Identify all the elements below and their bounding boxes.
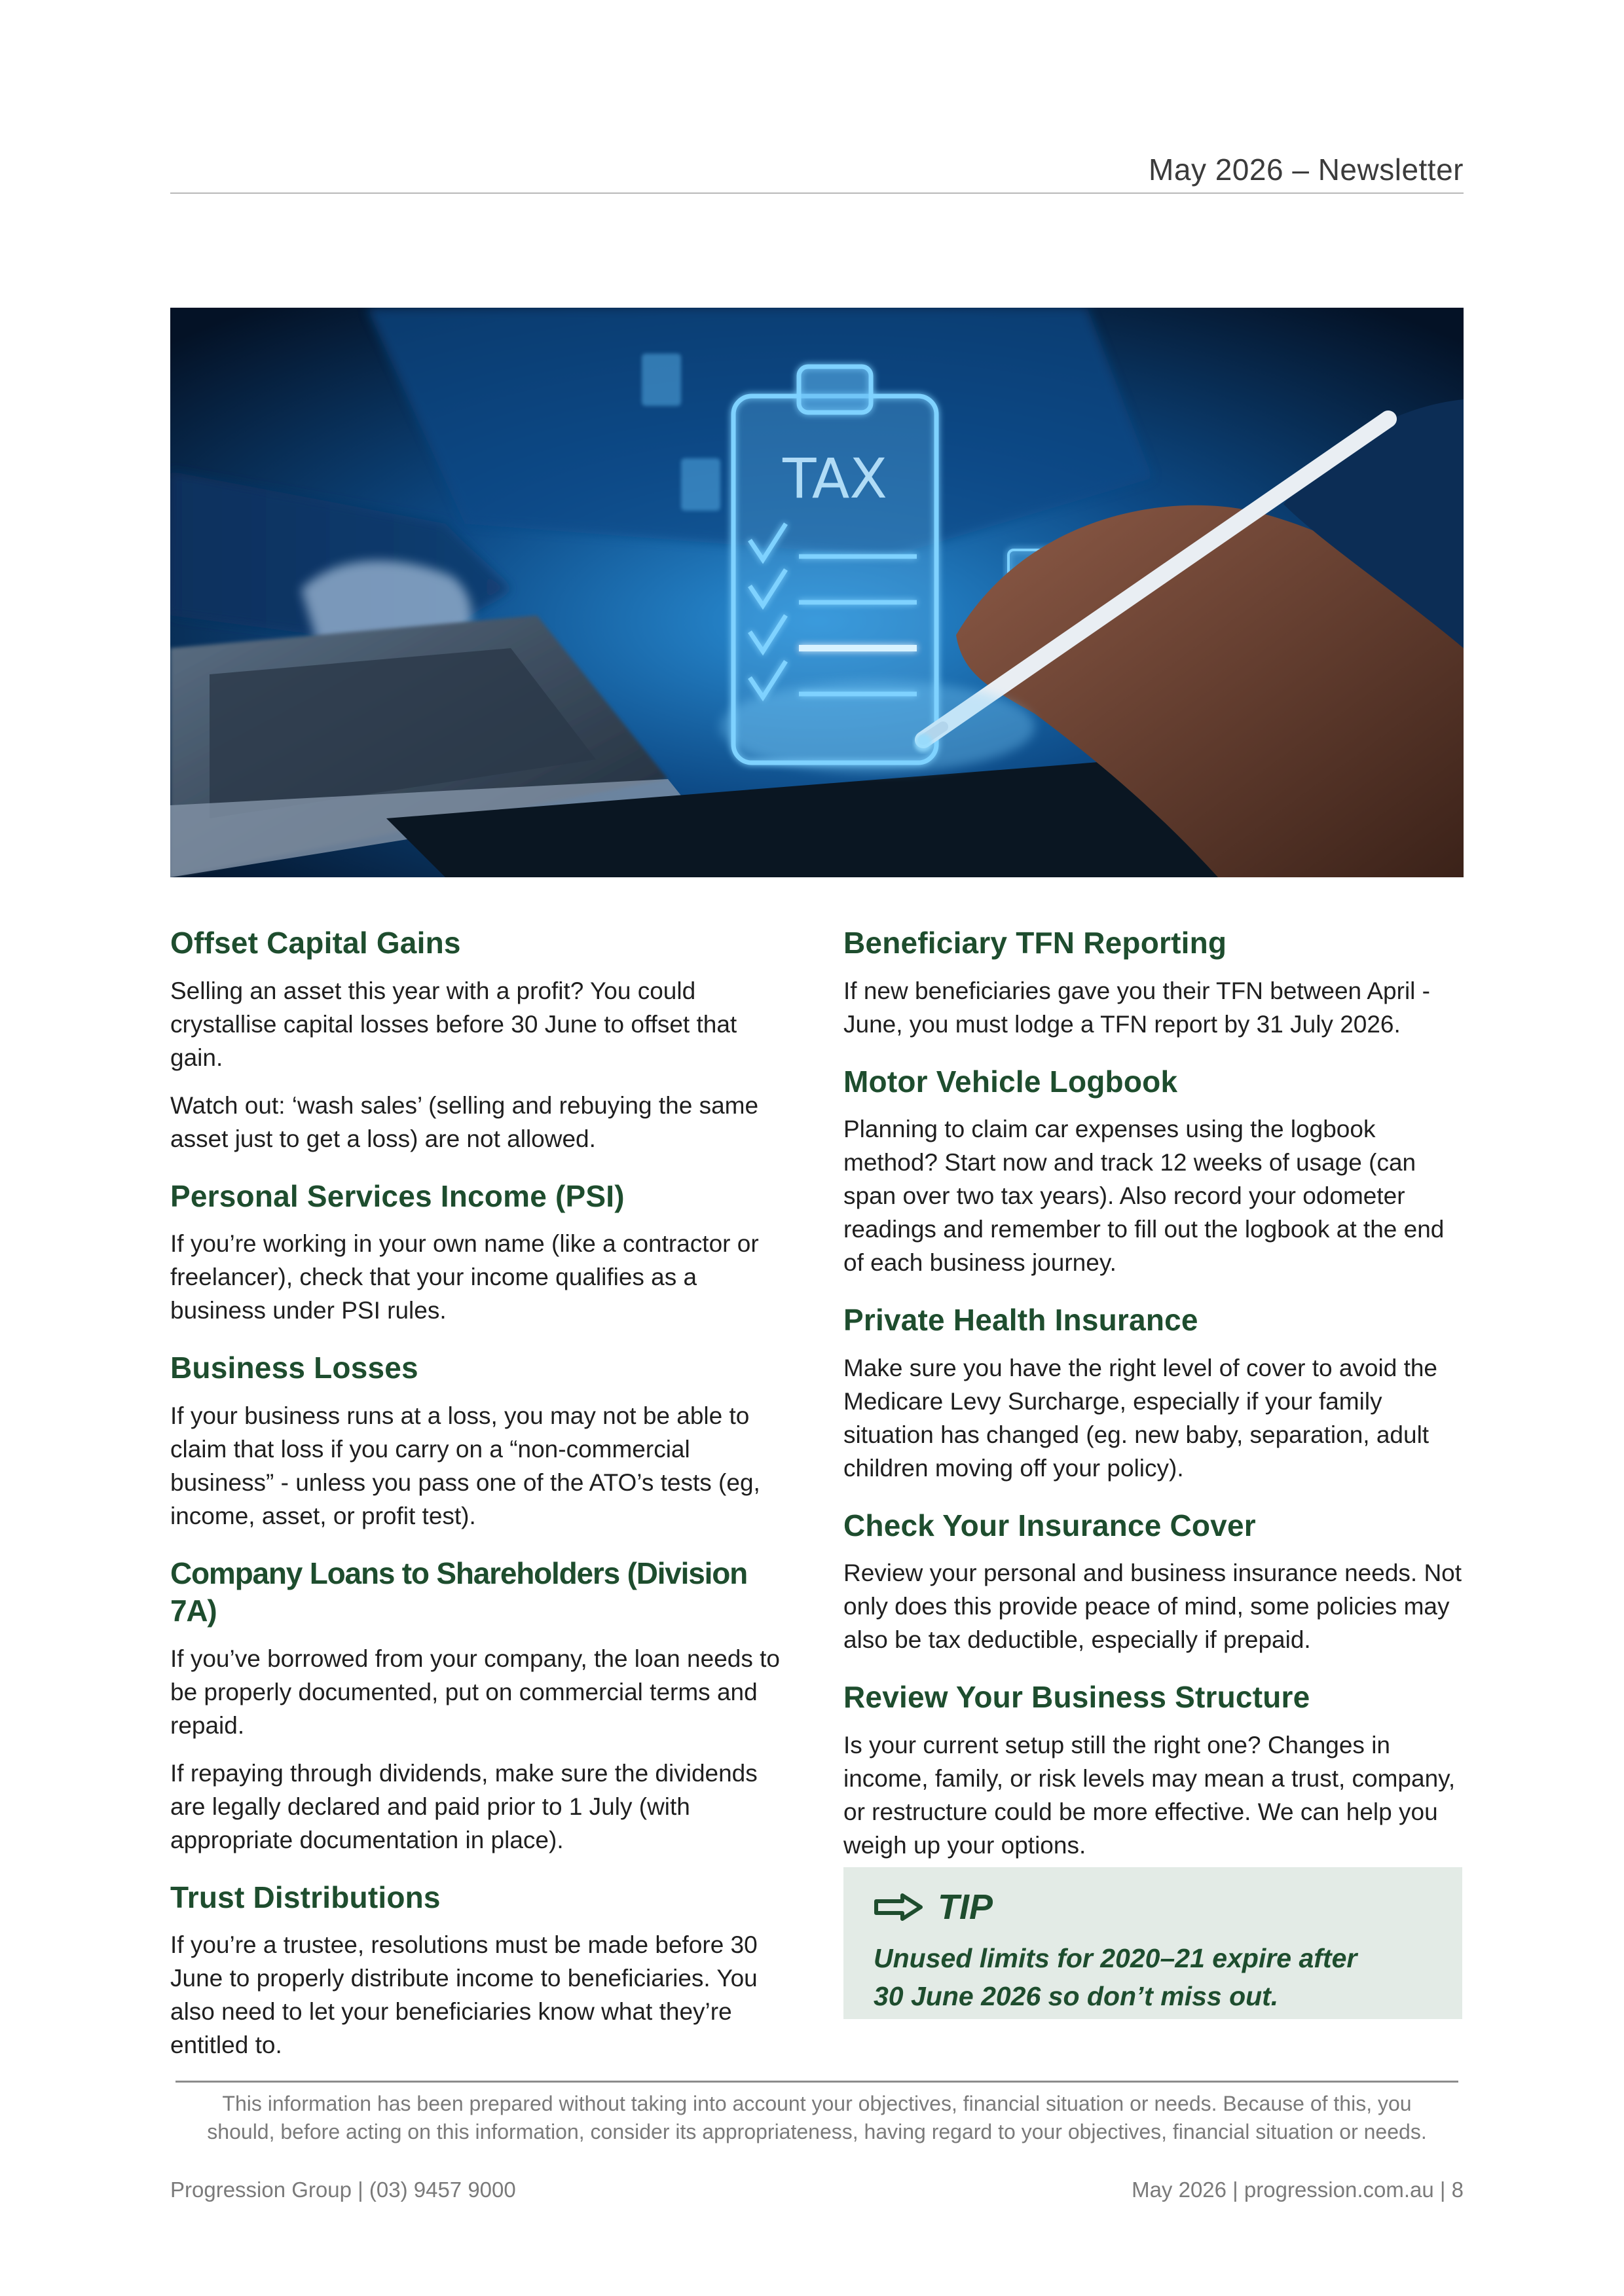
section-heading: Check Your Insurance Cover [843,1508,1256,1542]
tip-line: 30 June 2026 so don’t miss out. [874,1981,1279,2011]
section-heading: Offset Capital Gains [170,926,461,960]
svg-text:TAX: TAX [783,446,887,511]
section-paragraph: If new beneficiaries gave you their TFN between April -June, you must lodge a TFN report by 31 July 2026. [843,977,1430,1038]
section-heading: Personal Services Income (PSI) [170,1178,625,1213]
right-column [843,924,1469,1884]
section-heading: Beneficiary TFN Reporting [843,926,1227,960]
tip-title: TIP [938,1887,993,1927]
hero-image [170,308,1464,877]
footer-contact: Progression Group | (03) 9457 9000 [170,2178,516,2202]
section-heading: Private Health Insurance [843,1303,1198,1337]
section-business-losses [170,1349,796,1533]
tip-line: Unused limits for 2020–21 expire after [874,1943,1357,1973]
section-psi [170,1178,796,1328]
footer-divider [175,2081,1458,2083]
section-heading: Review Your Business Structure [843,1680,1310,1714]
section-paragraph: Selling an asset this year with a profit? You could crystallise capital losses before 30 June to offset that gain. [170,977,737,1071]
section-insurance-cover [843,1507,1469,1657]
section-heading: Motor Vehicle Logbook [843,1064,1178,1099]
left-column [170,924,796,2084]
header-divider [170,192,1464,194]
section-paragraph: If you’re working in your own name (like a contractor or freelancer), check that your income qualifies as a business under PSI rules. [170,1230,759,1324]
arrow-right-icon [874,1893,925,1922]
section-paragraph: If you’re a trustee, resolutions must be made before 30 June to properly distribute income to beneficiaries. You also need to let your beneficiaries know what they’re entitled to. [170,1931,758,2058]
section-trust-distributions [170,1879,796,2062]
section-motor-vehicle-logbook [843,1063,1469,1280]
section-heading: Company Loans to Shareholders (Division 7A) [170,1556,748,1628]
section-business-structure [843,1679,1469,1862]
disclaimer-line: should, before acting on this information, consider its appropriateness, having regard to your objectives, financial situation or needs. [207,2120,1427,2143]
section-heading: Trust Distributions [170,1880,441,1914]
section-private-health [843,1302,1469,1485]
disclaimer [170,2090,1464,2146]
section-paragraph: If repaying through dividends, make sure the dividends are legally declared and paid prior to 1 July (with appropriate documentation in place). [170,1759,758,1853]
section-heading: Business Losses [170,1351,418,1385]
page-header-title: May 2026 – Newsletter [1149,153,1464,187]
section-offset-capital-gains [170,924,796,1156]
section-paragraph: If you’ve borrowed from your company, the loan needs to be properly documented, put on commercial terms and repaid. [170,1645,780,1739]
section-paragraph: Make sure you have the right level of cover to avoid the Medicare Levy Surcharge, especially if your family situation has changed (eg. new baby, separation, adult children moving off your policy). [843,1354,1438,1482]
section-paragraph: If your business runs at a loss, you may not be able to claim that loss if you carry on a “non-commercial business” - unless you pass one of the ATO’s tests (eg, income, asset, or profit test). [170,1402,760,1529]
section-division-7a [170,1555,796,1857]
section-paragraph: Planning to claim car expenses using the logbook method? Start now and track 12 weeks of usage (can span over two tax years). Also record your odometer readings and remember to fill out the logbook at the end of each business journey. [843,1116,1445,1276]
disclaimer-line: This information has been prepared without taking into account your objectives, financial situation or needs. Because of this, you [222,2092,1412,2115]
footer-page-info: May 2026 | progression.com.au | 8 [1132,2178,1464,2202]
section-paragraph: Watch out: ‘wash sales’ (selling and rebuying the same asset just to get a loss) are not allowed. [170,1091,759,1152]
tip-box [843,1867,1462,2019]
section-beneficiary-tfn [843,924,1469,1041]
section-paragraph: Is your current setup still the right one? Changes in income, family, or risk levels may mean a trust, company, or restructure could be more effective. We can help you weigh up your options. [843,1731,1456,1859]
section-paragraph: Review your personal and business insurance needs. Not only does this provide peace of mind, some policies may also be tax deductible, especially if prepaid. [843,1559,1462,1653]
